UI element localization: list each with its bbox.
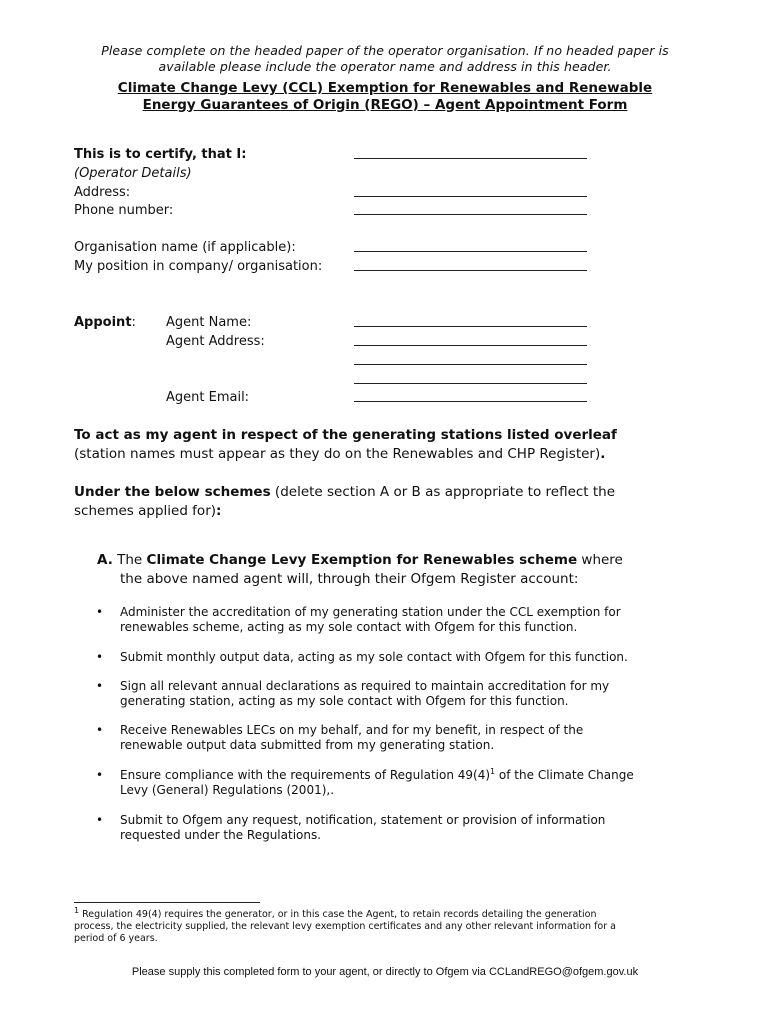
agent-paragraph bbox=[74, 426, 714, 464]
bullet-item-6 bbox=[120, 813, 690, 843]
agent-address-field-3[interactable] bbox=[354, 371, 587, 384]
footnote-text-1: Regulation 49(4) requires the generator, or in this case the Agent, to retain records detailing the generation bbox=[79, 909, 597, 920]
bullet-item-5-line-1 bbox=[120, 768, 690, 783]
position-field[interactable] bbox=[354, 258, 587, 271]
footnote-ref[interactable]: 1 bbox=[490, 767, 496, 776]
section-a-rest: where bbox=[577, 552, 623, 568]
bullet-item-5-text-a: Ensure compliance with the requirements of Regulation 49(4) bbox=[120, 768, 491, 782]
bullet-item-5-line-2: Levy (General) Regulations (2001),. bbox=[120, 783, 335, 797]
appoint-word: Appoint bbox=[74, 315, 132, 330]
address-field[interactable] bbox=[354, 184, 587, 197]
bullet-item-4-line-2: renewable output data submitted from my generating station. bbox=[120, 738, 495, 752]
footnote-marker: 1 bbox=[74, 905, 80, 915]
bullet-item-5-text-b: of the Climate Change bbox=[495, 768, 634, 782]
section-a-line-1 bbox=[97, 551, 697, 570]
address-label: Address: bbox=[74, 185, 131, 200]
agent-address-label: Agent Address: bbox=[166, 334, 265, 349]
agent-name-field[interactable] bbox=[354, 314, 587, 327]
bullet-item-4 bbox=[120, 723, 690, 753]
section-a-line-2: the above named agent will, through their Ofgem Register account: bbox=[120, 571, 579, 587]
bullet-item-1 bbox=[120, 605, 690, 635]
schemes-line-2 bbox=[74, 502, 714, 521]
agent-email-field[interactable] bbox=[354, 389, 587, 402]
section-a-marker: A. bbox=[97, 552, 113, 568]
title-line-1: Climate Change Levy (CCL) Exemption for Renewables and Renewable bbox=[117, 80, 653, 96]
position-label: My position in company/ organisation: bbox=[74, 259, 323, 274]
agent-paragraph-bold: To act as my agent in respect of the generating stations listed overleaf bbox=[74, 427, 617, 443]
phone-field[interactable] bbox=[354, 202, 587, 215]
agent-email-label: Agent Email: bbox=[166, 390, 250, 405]
bullet-item-1-line-2: renewables scheme, acting as my sole contact with Ofgem for this function. bbox=[120, 620, 578, 634]
agent-name-label: Agent Name: bbox=[166, 315, 252, 330]
schemes-bold: Under the below schemes bbox=[74, 484, 271, 500]
bullet-item-6-line-2: requested under the Regulations. bbox=[120, 828, 322, 842]
bullet-item-2-line-1: Submit monthly output data, acting as my sole contact with Ofgem for this function. bbox=[120, 650, 628, 664]
certify-heading: This is to certify, that I: bbox=[74, 147, 247, 162]
footnote-divider bbox=[74, 902, 260, 903]
organisation-label: Organisation name (if applicable): bbox=[74, 240, 296, 255]
bullet-marker: • bbox=[96, 605, 104, 619]
schemes-normal-1: (delete section A or B as appropriate to reflect the bbox=[270, 484, 616, 500]
intro-line-2: available please include the operator name and address in this header. bbox=[158, 59, 612, 74]
organisation-field[interactable] bbox=[354, 239, 587, 252]
bullet-item-1-line-1: Administer the accreditation of my generating station under the CCL exemption for bbox=[120, 605, 621, 619]
agent-paragraph-line-2 bbox=[74, 445, 714, 464]
appoint-label bbox=[74, 314, 136, 332]
agent-paragraph-end: . bbox=[600, 446, 606, 462]
form-title bbox=[60, 80, 710, 113]
intro-note bbox=[60, 43, 710, 75]
bullet-item-6-line-1: Submit to Ofgem any request, notification, statement or provision of information bbox=[120, 813, 606, 827]
footnote-line-2: process, the electricity supplied, the relevant levy exemption certificates and any other relevant information for a bbox=[74, 921, 616, 932]
bullet-item-3 bbox=[120, 679, 690, 709]
phone-label: Phone number: bbox=[74, 203, 174, 218]
footnote bbox=[74, 905, 674, 945]
bullet-item-5 bbox=[120, 768, 690, 798]
agent-paragraph-normal: (station names must appear as they do on the Renewables and CHP Register) bbox=[74, 446, 601, 462]
agent-address-field-1[interactable] bbox=[354, 333, 587, 346]
bullet-marker: • bbox=[96, 723, 104, 737]
agent-address-field-2[interactable] bbox=[354, 352, 587, 365]
bullet-marker: • bbox=[96, 650, 104, 664]
bullet-marker: • bbox=[96, 768, 104, 782]
footnote-line-1 bbox=[74, 905, 674, 921]
operator-details-label: (Operator Details) bbox=[74, 166, 192, 181]
footer-instruction: Please supply this completed form to your agent, or directly to Ofgem via CCLandREGO@ofgem.gov.uk bbox=[131, 966, 639, 978]
bullet-marker: • bbox=[96, 679, 104, 693]
bullet-item-3-line-2: generating station, acting as my sole contact with Ofgem for this function. bbox=[120, 694, 569, 708]
schemes-normal-2: schemes applied for) bbox=[74, 503, 217, 519]
appoint-colon: : bbox=[131, 315, 136, 330]
bullet-item-3-line-1: Sign all relevant annual declarations as required to maintain accreditation for my bbox=[120, 679, 610, 693]
title-line-2: Energy Guarantees of Origin (REGO) – Agent Appointment Form bbox=[142, 96, 628, 113]
schemes-end: : bbox=[216, 503, 222, 519]
intro-line-1: Please complete on the headed paper of the operator organisation. If no headed paper is bbox=[101, 43, 669, 58]
footnote-line-3: period of 6 years. bbox=[74, 933, 158, 944]
schemes-paragraph bbox=[74, 483, 714, 521]
section-a-scheme-name: Climate Change Levy Exemption for Renewables scheme bbox=[146, 552, 578, 568]
bullet-marker: • bbox=[96, 813, 104, 827]
bullet-item-4-line-1: Receive Renewables LECs on my behalf, and for my benefit, in respect of the bbox=[120, 723, 584, 737]
operator-name-field[interactable] bbox=[354, 146, 587, 159]
section-a-heading bbox=[97, 551, 697, 589]
bullet-item-2 bbox=[120, 650, 690, 665]
section-a-the: The bbox=[117, 552, 147, 568]
schemes-line-1 bbox=[74, 483, 714, 502]
